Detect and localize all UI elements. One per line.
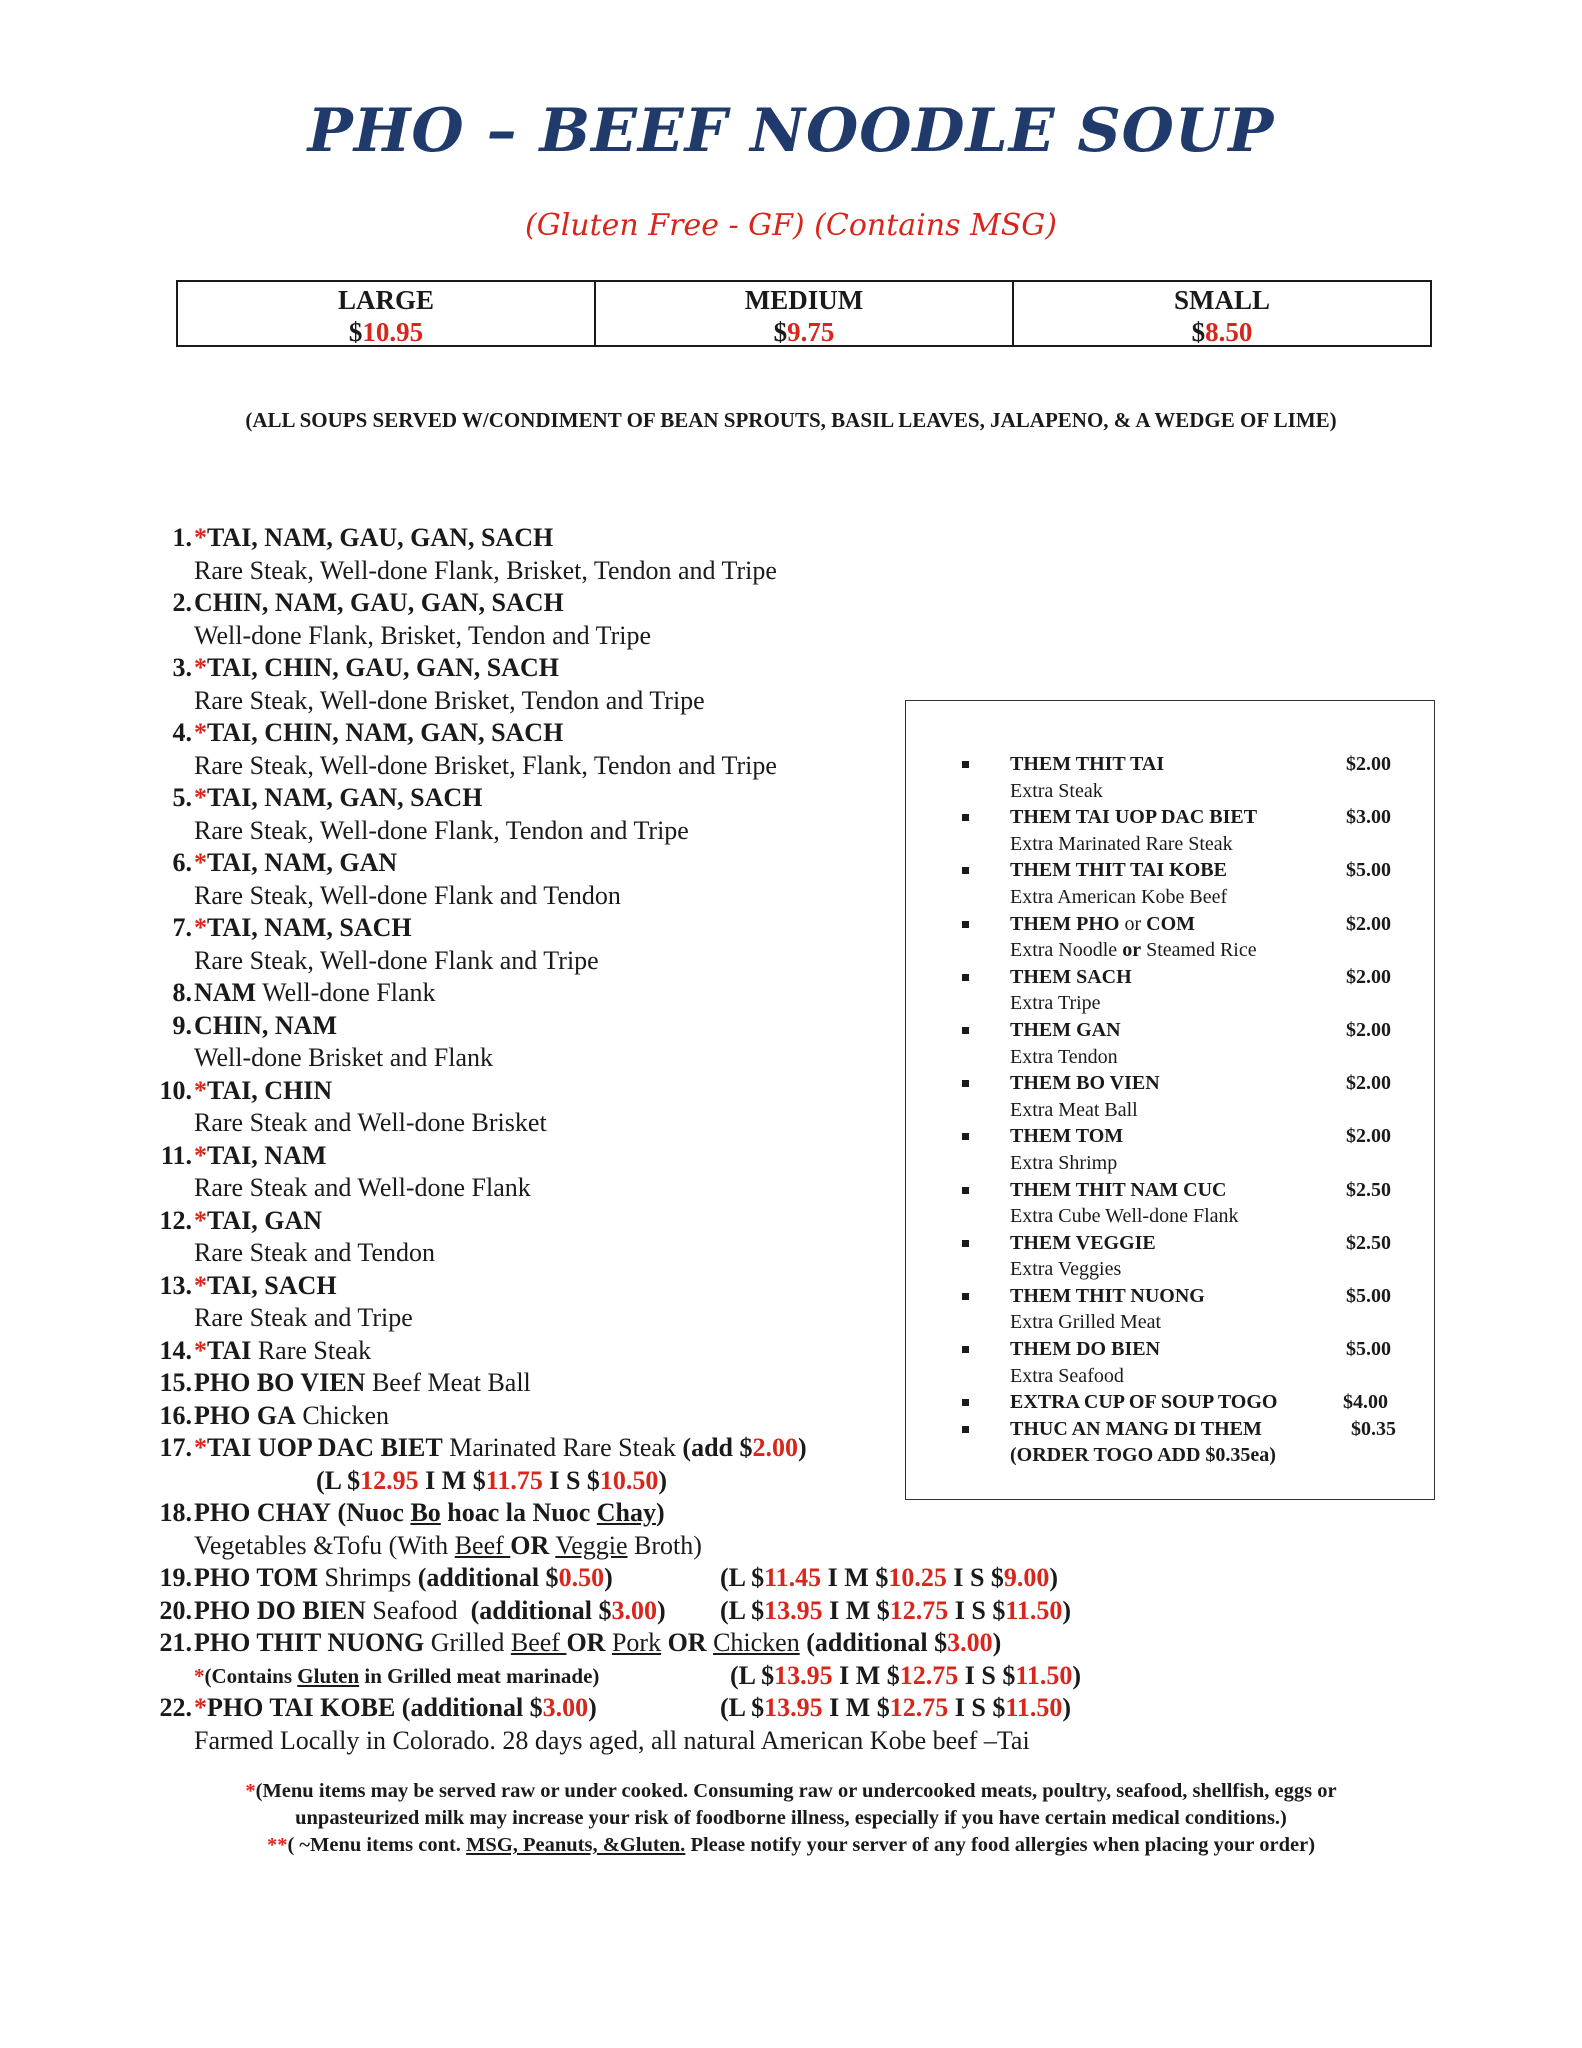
extra-name: THEM THIT NUONG xyxy=(1010,1284,1205,1307)
item-desc: Rare Steak and Well-done Flank xyxy=(194,1173,531,1202)
allergen-star: * xyxy=(194,1335,207,1365)
extra-price: $5.00 xyxy=(1346,859,1391,882)
item-desc: Rare Steak, Well-done Flank, Tendon and Tripe xyxy=(194,815,689,845)
item-number: 7. xyxy=(172,913,192,942)
extra-name: THEM SACH xyxy=(1010,965,1132,988)
disclaimer xyxy=(0,1778,1582,1859)
size-price: $8.50 xyxy=(1191,317,1253,347)
item-desc: Well-done Flank, Brisket, Tendon and Tripe xyxy=(194,620,652,650)
item-title xyxy=(194,522,553,555)
allergen-star: * xyxy=(194,783,207,812)
item-title xyxy=(194,1335,371,1368)
allergen-star: * xyxy=(194,653,207,682)
allergen-star: * xyxy=(194,1270,207,1300)
allergen-star: * xyxy=(194,1075,207,1105)
item-title xyxy=(194,652,559,685)
extra-price: $2.00 xyxy=(1346,912,1391,935)
item-name: PHO GA xyxy=(194,1400,296,1430)
extra-price: $0.35 xyxy=(1351,1417,1396,1440)
item-number: 1. xyxy=(172,523,192,552)
extra-price: $2.00 xyxy=(1346,753,1391,775)
item-desc: Rare Steak, Well-done Flank, Brisket, Tendon and Tripe xyxy=(194,555,777,585)
item-name: CHIN, NAM, GAU, GAN, SACH xyxy=(194,588,564,617)
item-name: TAI, CHIN xyxy=(207,1075,333,1105)
extra-price: $2.00 xyxy=(1346,1072,1391,1095)
bullet-icon xyxy=(962,921,969,928)
bullet-icon xyxy=(962,814,969,821)
extra-price: $2.50 xyxy=(1346,1178,1391,1201)
bullet-icon xyxy=(962,1187,969,1194)
extra-price: $3.00 xyxy=(1346,806,1391,829)
bullet-icon xyxy=(962,1027,969,1034)
item-inline-desc: Well-done Flank xyxy=(262,978,436,1007)
extra-name: THEM THIT NAM CUC xyxy=(1010,1178,1227,1201)
item-title xyxy=(194,717,563,750)
item-title xyxy=(194,1270,337,1303)
item-number: 12. xyxy=(159,1205,192,1235)
item-desc: Rare Steak and Tendon xyxy=(194,1238,436,1267)
disclaimer-line: **( ~Menu items cont. MSG, Peanuts, &Gluten. Please notify your server of any food allergies when placing your order) xyxy=(266,1834,1316,1856)
item-number: 14. xyxy=(159,1335,192,1365)
allergen-star: * xyxy=(194,913,207,942)
bullet-icon xyxy=(962,1240,969,1247)
size-medium xyxy=(594,282,1012,345)
item-title xyxy=(194,1140,326,1173)
item-desc: Rare Steak, Well-done Flank and Tripe xyxy=(194,945,599,975)
extra-name: THEM BO VIEN xyxy=(1010,1072,1160,1095)
item-number: 3. xyxy=(172,653,192,682)
item-name: CHIN, NAM xyxy=(194,1010,337,1040)
item-number: 4. xyxy=(172,718,192,747)
extra-name: THEM VEGGIE xyxy=(1010,1231,1156,1254)
extra-name: EXTRA CUP OF SOUP TOGO xyxy=(1010,1391,1278,1414)
item-number: 13. xyxy=(159,1270,192,1300)
size-price-table xyxy=(176,280,1432,347)
item-inline-desc: Beef Meat Ball xyxy=(371,1368,531,1397)
bullet-icon xyxy=(962,1133,969,1140)
item-name: TAI, CHIN, NAM, GAN, SACH xyxy=(207,718,564,747)
item-name: PHO BO VIEN xyxy=(194,1368,366,1397)
extra-name: THEM GAN xyxy=(1010,1018,1121,1041)
bullet-icon xyxy=(962,1399,969,1406)
item-number: 5. xyxy=(172,783,192,812)
size-small xyxy=(1012,282,1430,345)
extra-name: THUC AN MANG DI THEM xyxy=(1010,1417,1262,1440)
extra-name: THEM DO BIEN xyxy=(1010,1338,1161,1361)
item-desc: Rare Steak, Well-done Brisket, Flank, Tendon and Tripe xyxy=(194,750,777,780)
item-title xyxy=(194,782,482,815)
extra-name: THEM THIT TAI KOBE xyxy=(1010,859,1227,882)
disclaimer-line: unpasteurized milk may increase your risk of foodborne illness, especially if you have certain medical conditions.) xyxy=(295,1807,1287,1829)
bullet-icon xyxy=(962,1346,969,1353)
size-label: MEDIUM xyxy=(744,285,864,315)
item-title xyxy=(194,1075,332,1108)
item-title xyxy=(194,1205,322,1238)
item-title xyxy=(194,1367,531,1400)
size-price: $9.75 xyxy=(773,317,835,347)
extra-price: $2.00 xyxy=(1346,965,1391,988)
item-number: 9. xyxy=(172,1010,192,1040)
size-large xyxy=(178,282,594,345)
item-desc: Rare Steak, Well-done Flank and Tendon xyxy=(194,880,621,910)
bullet-icon xyxy=(962,867,969,874)
item-name: TAI, NAM, GAN, SACH xyxy=(207,783,483,812)
bullet-icon xyxy=(962,1293,969,1300)
extra-price: $5.00 xyxy=(1346,1284,1391,1307)
item-title xyxy=(194,847,397,880)
item-title xyxy=(194,977,436,1010)
extra-name: THEM TOM xyxy=(1010,1125,1124,1148)
item-name: TAI, CHIN, GAU, GAN, SACH xyxy=(207,653,559,682)
extra-name: THEM THIT TAI xyxy=(1010,753,1165,775)
item-desc: Well-done Brisket and Flank xyxy=(194,1043,494,1072)
extra-price: $4.00 xyxy=(1343,1391,1388,1414)
condiment-note: (ALL SOUPS SERVED W/CONDIMENT OF BEAN SPROUTS, BASIL LEAVES, JALAPENO, & A WEDGE OF LIME) xyxy=(245,408,1337,432)
size-label: LARGE xyxy=(337,285,435,315)
item-desc: Rare Steak and Well-done Brisket xyxy=(194,1108,547,1137)
size-label: SMALL xyxy=(1173,285,1271,315)
extras-box: THEM THIT TAI $2.00 Extra Steak THEM TAI UOP DAC BIET $3.00 Extra Marinated Rare Steak THEM THIT TAI KOBE $5.00 Extra American Kobe Beef THEM PHO or COM $2.00 Extra Noodle or Steamed Rice THEM SACH $2.00 Extra Tripe THEM GAN $2.00 Extra Tendon THEM BO VIEN $2.00 Extra Meat Ball THEM TOM $2.00 Extra Shrimp THEM THIT NAM CUC $2.50 Extra Cube Well-done Flank THEM VEGGIE $2.50 Extra Veggies THEM THIT NUONG $5.00 Extra Grilled Meat THEM DO BIEN $5.00 Extra Seafood EXTRA CUP OF SOUP TOGO $4.00 THUC AN MANG DI THEM $0.35 (ORDER TOGO ADD $0.35ea) xyxy=(905,700,1435,1500)
size-price: $10.95 xyxy=(348,317,424,347)
item-name: TAI, NAM xyxy=(207,1140,327,1170)
item-name: TAI xyxy=(207,1335,252,1365)
item-number: 16. xyxy=(159,1400,192,1430)
extra-price: $5.00 xyxy=(1346,1338,1391,1361)
bullet-icon xyxy=(962,1080,969,1087)
item-name: TAI, GAN xyxy=(207,1205,323,1235)
extra-price: $2.00 xyxy=(1346,1018,1391,1041)
item-inline-desc: Rare Steak xyxy=(257,1335,372,1365)
item-number: 8. xyxy=(172,978,192,1007)
extra-price: $2.50 xyxy=(1346,1231,1391,1254)
item-desc: Rare Steak, Well-done Brisket, Tendon and Tripe xyxy=(194,685,705,715)
item-name: TAI, NAM, SACH xyxy=(207,913,412,942)
item-number: 6. xyxy=(172,848,192,877)
item-number: 2. xyxy=(172,588,192,617)
item-name: TAI, NAM, GAN xyxy=(207,848,398,877)
menu-subtitle: (Gluten Free - GF) (Contains MSG) xyxy=(525,208,1057,243)
item-name: NAM xyxy=(194,978,257,1007)
menu-title: PHO – BEEF NOODLE SOUP xyxy=(307,96,1275,166)
extra-name: THEM TAI UOP DAC BIET xyxy=(1010,806,1258,829)
item-title xyxy=(194,912,412,945)
allergen-star: * xyxy=(194,718,207,747)
item-desc: Rare Steak and Tripe xyxy=(194,1303,413,1332)
allergen-star: * xyxy=(194,1140,207,1170)
allergen-star: * xyxy=(194,848,207,877)
item-number: 10. xyxy=(159,1075,192,1105)
disclaimer-line: *(Menu items may be served raw or under cooked. Consuming raw or undercooked meats, poultry, seafood, shellfish, eggs or xyxy=(245,1780,1337,1802)
item-name: TAI, NAM, GAU, GAN, SACH xyxy=(207,523,554,552)
item-inline-desc: Chicken xyxy=(302,1400,389,1430)
item-title xyxy=(194,1010,337,1043)
extra-price: $2.00 xyxy=(1346,1125,1391,1148)
item-number: 11. xyxy=(160,1140,192,1170)
extra-name: THEM PHO or COM xyxy=(1010,912,1196,935)
bullet-icon xyxy=(962,1426,969,1433)
item-title xyxy=(194,587,564,620)
bullet-icon xyxy=(962,761,969,768)
allergen-star: * xyxy=(194,1205,207,1235)
allergen-star: * xyxy=(194,523,207,552)
item-name: TAI, SACH xyxy=(207,1270,337,1300)
item-number: 15. xyxy=(159,1368,192,1397)
item-title xyxy=(194,1400,389,1433)
bullet-icon xyxy=(962,974,969,981)
